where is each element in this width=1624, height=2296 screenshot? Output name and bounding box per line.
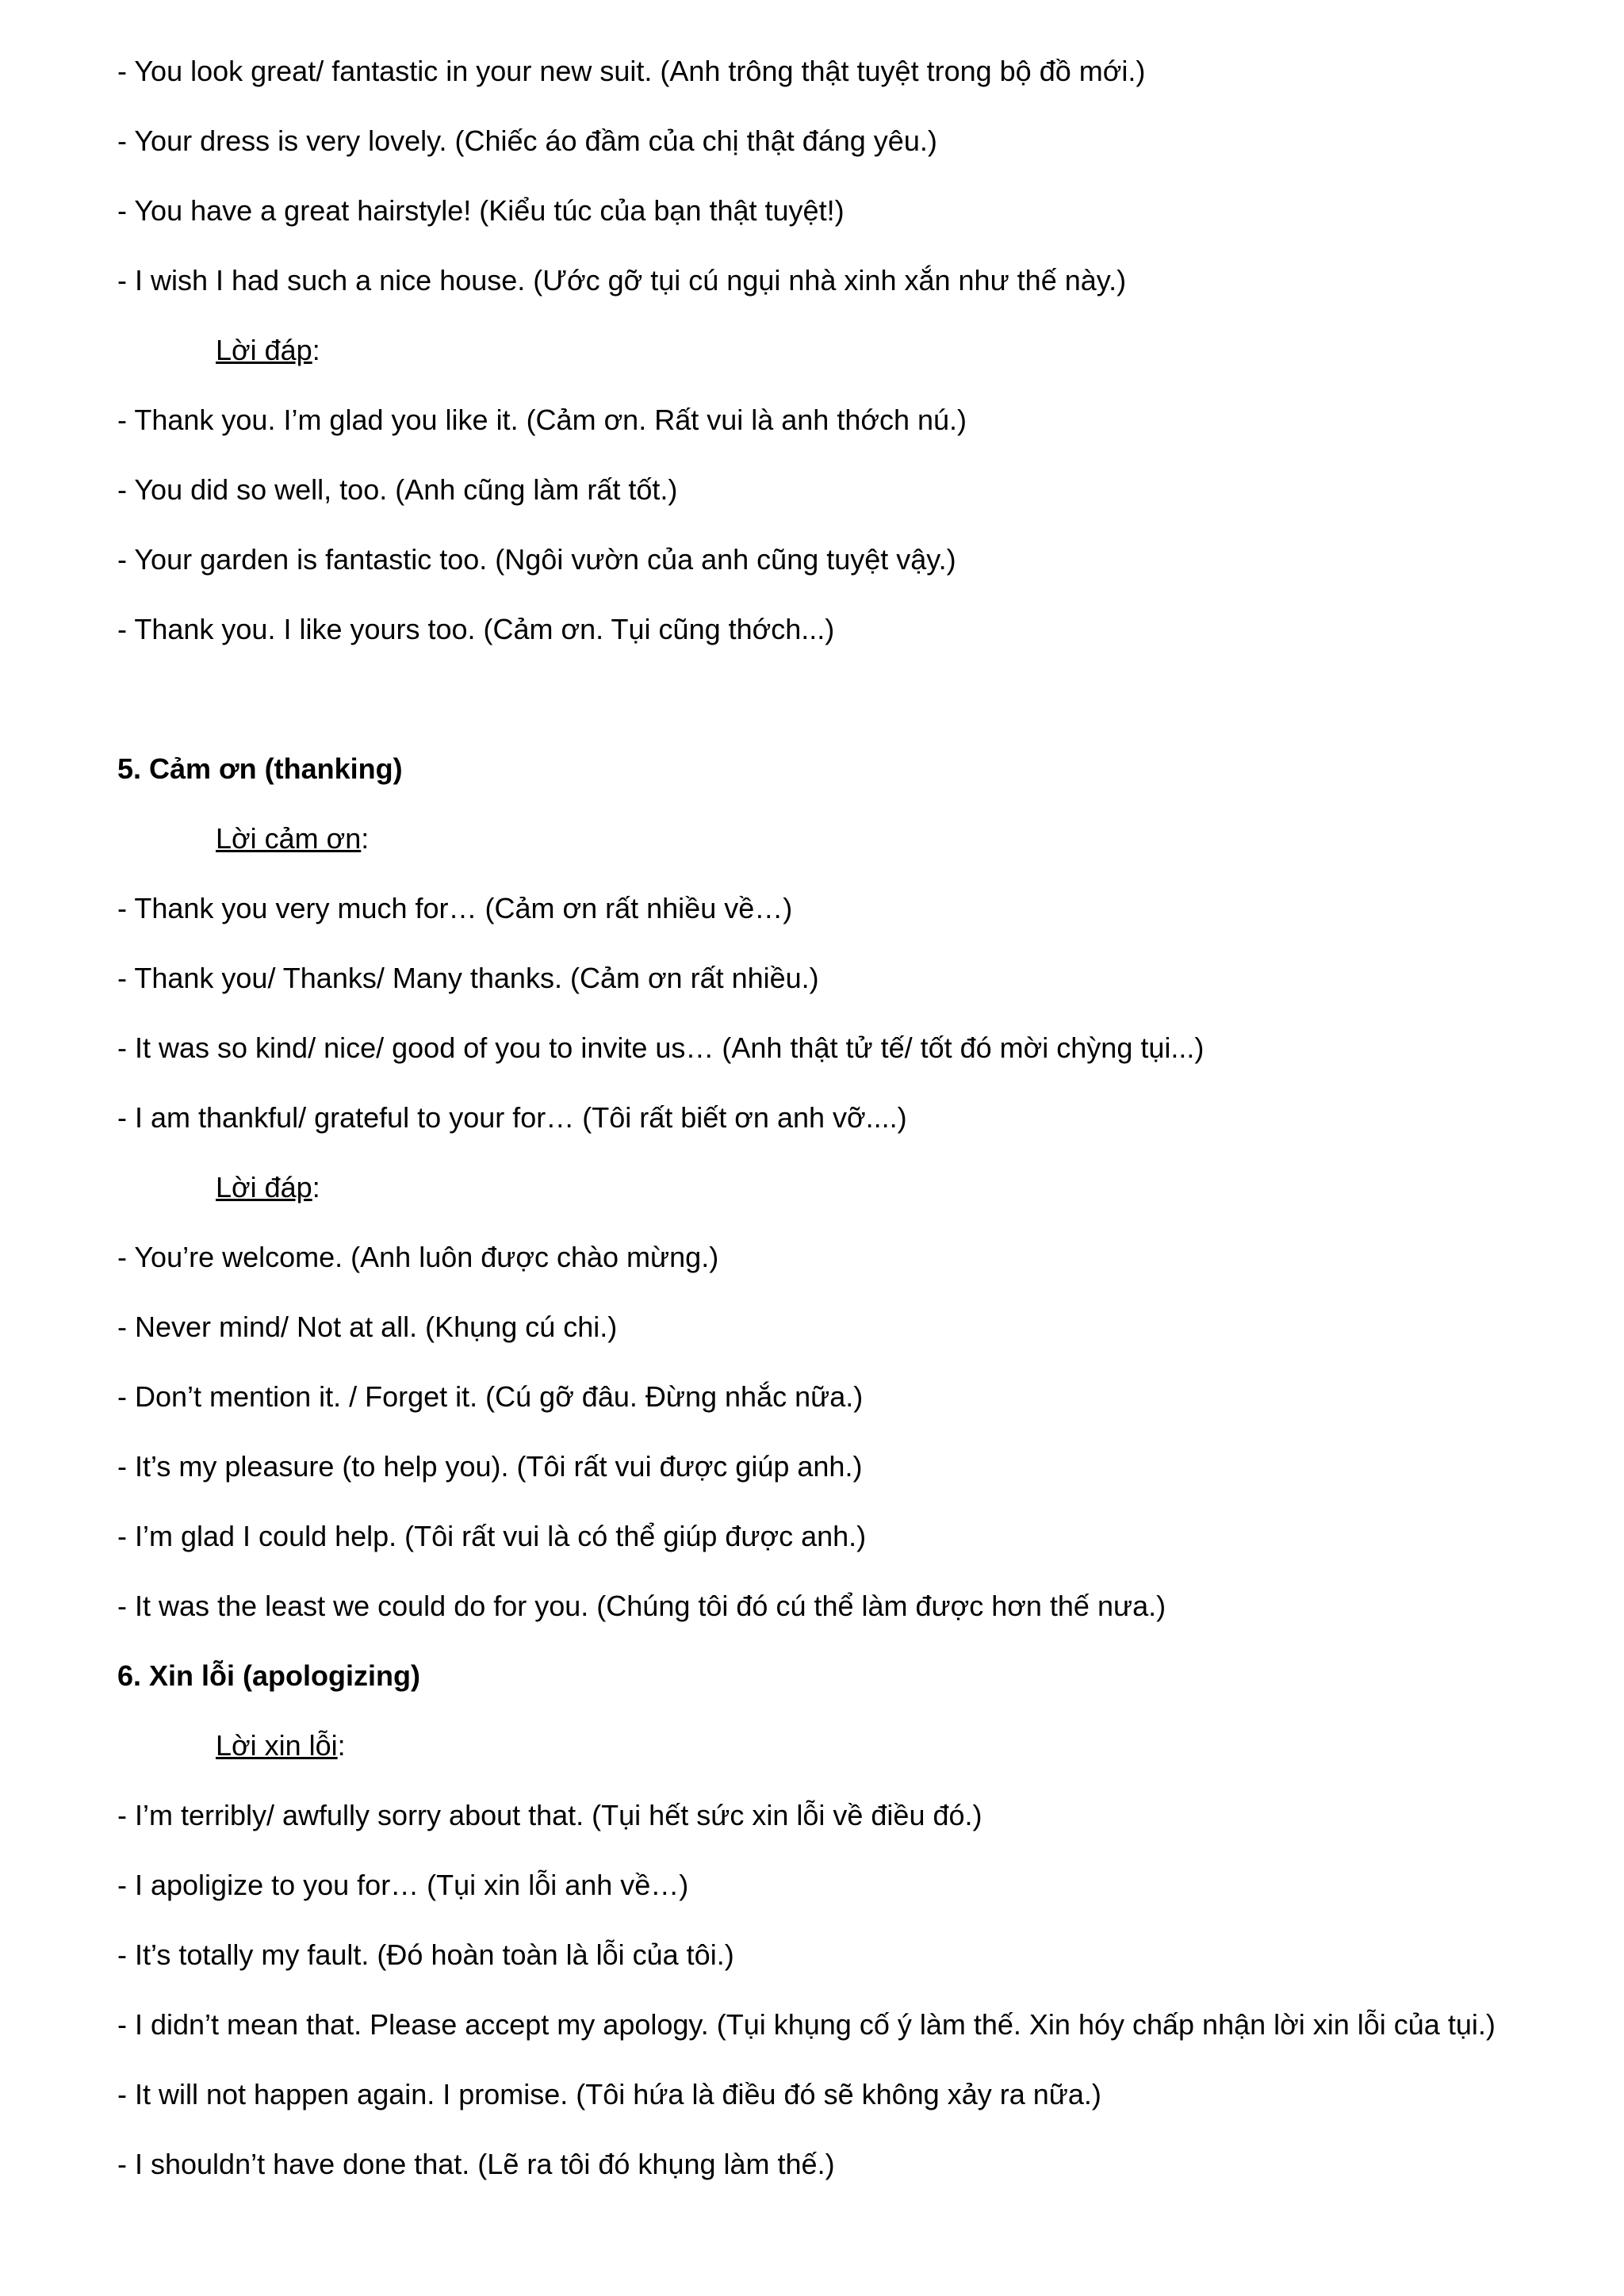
text-line: - Thank you/ Thanks/ Many thanks. (Cảm ơn rất nhiều.) [117,962,819,994]
text-line: - You’re welcome. (Anh luôn được chào mừng.) [117,1241,719,1273]
text-line: - I’m terribly/ awfully sorry about that. (Tụi hết sức xin lỗi về điều đó.) [117,1799,982,1831]
text-line: - Thank you. I’m glad you like it. (Cảm ơn. Rất vui là anh thớch nú.) [117,404,967,436]
reply-label-line [216,1170,320,1205]
text-line: - You look great/ fantastic in your new suit. (Anh trông thật tuyệt trong bộ đồ mới.) [117,55,1146,87]
label-colon: : [312,1171,320,1203]
apology-label-line [216,1728,346,1763]
text-line: - I didn’t mean that. Please accept my apology. (Tụi khụng cố ý làm thế. Xin hóy chấp nhận lời xin lỗi của tụi.) [117,2008,1496,2041]
text-line: - Your dress is very lovely. (Chiếc áo đầm của chị thật đáng yêu.) [117,124,937,157]
reply-label: Lời đáp [216,1171,312,1203]
reply-label: Lời đáp [216,334,312,366]
text-line: - I wish I had such a nice house. (Ước gỡ tụi cú ngụi nhà xinh xắn như thế này.) [117,264,1127,297]
label-colon: : [337,1729,346,1762]
label-colon: : [361,822,370,855]
text-line: - I shouldn’t have done that. (Lẽ ra tôi đó khụng làm thế.) [117,2148,835,2180]
text-line: - Thank you very much for… (Cảm ơn rất nhiều về…) [117,892,793,924]
section-heading-apologizing: 6. Xin lỗi (apologizing) [117,1659,420,1692]
label-colon: : [312,334,320,366]
text-line: - Your garden is fantastic too. (Ngôi vườn của anh cũng tuyệt vậy.) [117,543,956,576]
text-line: - I apoligize to you for… (Tụi xin lỗi anh về…) [117,1869,689,1901]
text-line: - It’s my pleasure (to help you). (Tôi rất vui được giúp anh.) [117,1450,863,1483]
thanks-label: Lời cảm ơn [216,822,362,855]
text-line: - It will not happen again. I promise. (Tôi hứa là điều đó sẽ không xảy ra nữa.) [117,2078,1101,2110]
text-line: - It was the least we could do for you. (Chúng tôi đó cú thể làm được hơn thế nưa.) [117,1590,1166,1622]
text-line: - You have a great hairstyle! (Kiểu túc của bạn thật tuyệt!) [117,194,845,227]
text-line: - Never mind/ Not at all. (Khụng cú chi.) [117,1311,618,1343]
text-line: - Don’t mention it. / Forget it. (Cú gỡ đâu. Đừng nhắc nữa.) [117,1380,864,1413]
text-line: - You did so well, too. (Anh cũng làm rất tốt.) [117,473,678,506]
apology-label: Lời xin lỗi [216,1729,338,1762]
text-line: - It’s totally my fault. (Đó hoàn toàn là lỗi của tôi.) [117,1938,734,1971]
text-line: - I’m glad I could help. (Tôi rất vui là có thể giúp được anh.) [117,1520,867,1552]
text-line: - I am thankful/ grateful to your for… (Tôi rất biết ơn anh vỡ....) [117,1101,907,1134]
thanks-label-line [216,821,369,856]
reply-label-line [216,333,320,368]
text-line: - Thank you. I like yours too. (Cảm ơn. Tụi cũng thớch...) [117,613,835,645]
section-heading-thanking: 5. Cảm ơn (thanking) [117,752,403,785]
text-line: - It was so kind/ nice/ good of you to invite us… (Anh thật tử tế/ tốt đó mời chỳng tụi...) [117,1031,1205,1064]
